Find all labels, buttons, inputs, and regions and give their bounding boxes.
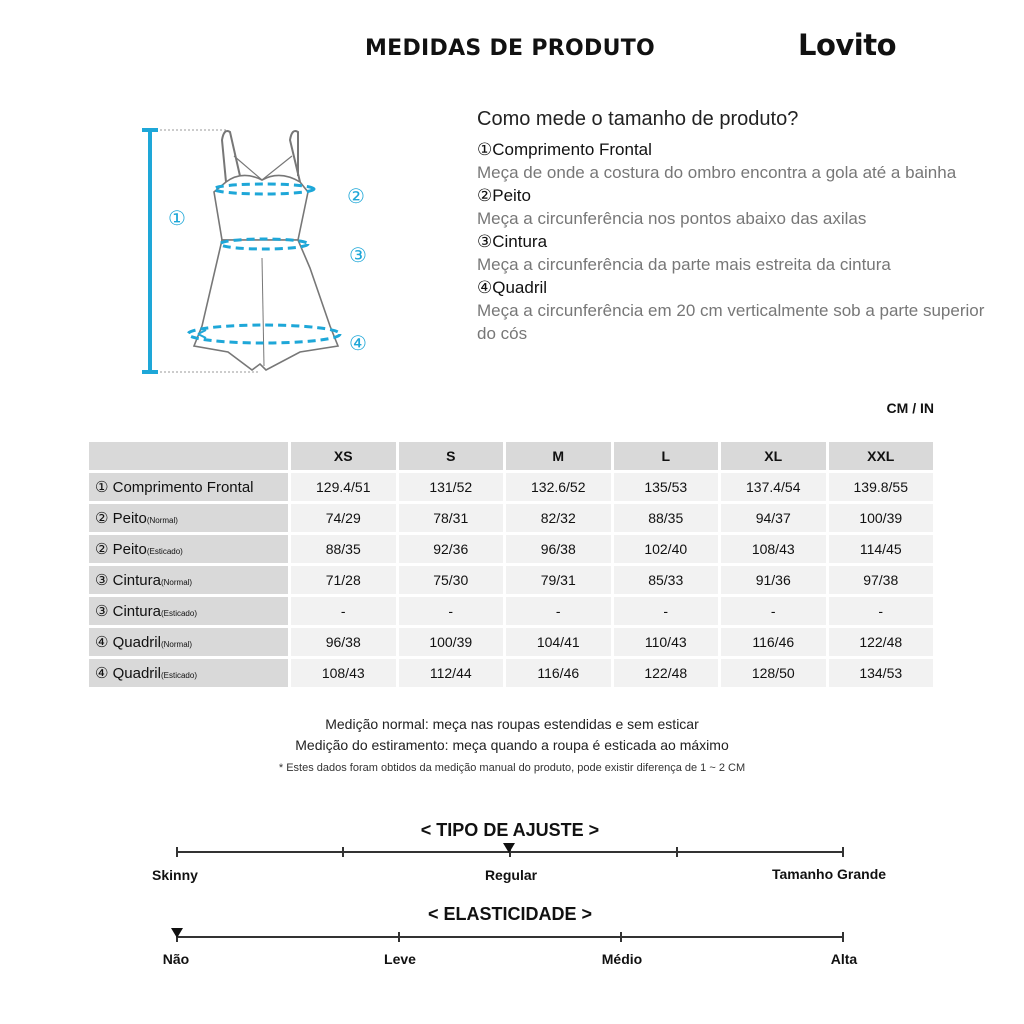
fit-scale — [176, 847, 844, 859]
table-corner — [89, 442, 288, 470]
brand-logo: Lovito — [798, 28, 897, 62]
table-cell: 116/46 — [506, 659, 611, 687]
table-cell: 114/45 — [829, 535, 934, 563]
table-cell: 88/35 — [614, 504, 719, 532]
table-cell: - — [506, 597, 611, 625]
fit-tick — [842, 847, 844, 857]
guide-item-desc: Meça a circunferência da parte mais estreita da cintura — [477, 255, 891, 274]
guide-item-desc: Meça a circunferência em 20 cm verticalmente sob a parte superior do cós — [477, 301, 985, 343]
row-label: ① Comprimento Frontal — [95, 479, 254, 496]
fit-selected-marker — [503, 843, 515, 853]
elasticity-selected-marker — [171, 928, 183, 938]
row-label: ② Peito — [95, 510, 147, 527]
guide-item — [477, 138, 997, 184]
table-row — [89, 628, 933, 656]
table-cell: 122/48 — [829, 628, 934, 656]
table-cell: 135/53 — [614, 473, 719, 501]
guide-item-title: ④Quadril — [477, 278, 548, 297]
table-row — [89, 597, 933, 625]
table-cell: 116/46 — [721, 628, 826, 656]
size-header: M — [506, 442, 611, 470]
row-sublabel: (Esticado) — [146, 547, 183, 556]
guide-item-desc: Meça a circunferência nos pontos abaixo das axilas — [477, 209, 867, 228]
table-cell: 137.4/54 — [721, 473, 826, 501]
table-cell: 100/39 — [399, 628, 504, 656]
fit-tick — [342, 847, 344, 857]
row-header — [89, 597, 288, 625]
table-cell: 85/33 — [614, 566, 719, 594]
size-header: L — [614, 442, 719, 470]
table-cell: 104/41 — [506, 628, 611, 656]
guide-item-title: ②Peito — [477, 186, 531, 205]
elasticity-label-medium: Médio — [601, 951, 643, 967]
note-disclaimer: * Estes dados foram obtidos da medição manual do produto, pode existir diferença de 1 ~ 2 CM — [278, 762, 746, 774]
table-cell: - — [291, 597, 396, 625]
guide-item — [477, 230, 997, 276]
row-label: ④ Quadril — [95, 634, 161, 651]
row-sublabel: (Esticado) — [160, 671, 197, 680]
table-cell: 94/37 — [721, 504, 826, 532]
guide-item-title: ①Comprimento Frontal — [477, 140, 652, 159]
page-title: MEDIDAS DE PRODUTO — [364, 36, 656, 61]
measuring-guide — [477, 108, 997, 345]
note-normal: Medição normal: meça nas roupas estendidas e sem esticar — [325, 716, 699, 732]
table-cell: 82/32 — [506, 504, 611, 532]
table-cell: 97/38 — [829, 566, 934, 594]
row-header — [89, 535, 288, 563]
elasticity-scale — [176, 932, 844, 944]
marker-4: ④ — [349, 331, 367, 355]
table-cell: 134/53 — [829, 659, 934, 687]
guide-item — [477, 184, 997, 230]
fit-tick — [676, 847, 678, 857]
row-sublabel: (Normal) — [146, 516, 178, 525]
table-cell: 100/39 — [829, 504, 934, 532]
elasticity-label-none: Não — [162, 951, 190, 967]
guide-item-desc: Meça de onde a costura do ombro encontra a gola até a bainha — [477, 163, 957, 182]
table-cell: - — [721, 597, 826, 625]
table-cell: 102/40 — [614, 535, 719, 563]
table-body — [89, 473, 933, 687]
table-cell: 79/31 — [506, 566, 611, 594]
table-cell: 108/43 — [721, 535, 826, 563]
table-header-row — [89, 442, 933, 470]
garment-diagram — [130, 118, 390, 388]
marker-1: ① — [168, 206, 186, 230]
elasticity-tick — [620, 932, 622, 942]
note-stretch: Medição do estiramento: meça quando a roupa é esticada ao máximo — [295, 737, 729, 753]
guide-item — [477, 276, 997, 345]
table-cell: 74/29 — [291, 504, 396, 532]
measurement-notes — [0, 714, 1024, 774]
table-cell: 122/48 — [614, 659, 719, 687]
table-row — [89, 535, 933, 563]
row-label: ③ Cintura — [95, 572, 161, 589]
table-cell: - — [399, 597, 504, 625]
table-row — [89, 566, 933, 594]
row-label: ③ Cintura — [95, 603, 161, 620]
table-cell: 71/28 — [291, 566, 396, 594]
size-header: S — [399, 442, 504, 470]
row-label: ④ Quadril — [95, 665, 161, 682]
table-cell: 75/30 — [399, 566, 504, 594]
unit-label: CM / IN — [886, 400, 934, 416]
table-row — [89, 659, 933, 687]
elasticity-label-light: Leve — [384, 951, 416, 967]
size-header: XL — [721, 442, 826, 470]
table-cell: - — [829, 597, 934, 625]
row-header — [89, 566, 288, 594]
table-cell: 91/36 — [721, 566, 826, 594]
fit-tick — [176, 847, 178, 857]
table-cell: 131/52 — [399, 473, 504, 501]
elasticity-title: < ELASTICIDADE > — [427, 904, 593, 924]
table-cell: 129.4/51 — [291, 473, 396, 501]
fit-label-large: Tamanho Grande — [771, 866, 887, 882]
romper-illustration — [130, 118, 390, 388]
table-cell: 96/38 — [291, 628, 396, 656]
elasticity-tick — [842, 932, 844, 942]
row-sublabel: (Normal) — [160, 578, 193, 587]
elasticity-scale-line — [176, 936, 844, 938]
size-table — [86, 439, 936, 690]
guide-item-title: ③Cintura — [477, 232, 548, 251]
table-cell: 132.6/52 — [506, 473, 611, 501]
guide-question: Como mede o tamanho de produto? — [477, 108, 799, 130]
marker-2: ② — [347, 184, 365, 208]
table-cell: 110/43 — [614, 628, 719, 656]
table-cell: 92/36 — [399, 535, 504, 563]
table-cell: 108/43 — [291, 659, 396, 687]
elasticity-label-high: Alta — [830, 951, 858, 967]
row-header — [89, 504, 288, 532]
table-cell: - — [614, 597, 719, 625]
table-row — [89, 504, 933, 532]
table-cell: 78/31 — [399, 504, 504, 532]
fit-label-regular: Regular — [484, 867, 538, 883]
row-header — [89, 473, 288, 501]
elasticity-tick — [398, 932, 400, 942]
fit-title: < TIPO DE AJUSTE > — [420, 820, 600, 840]
table-cell: 88/35 — [291, 535, 396, 563]
table-cell: 96/38 — [506, 535, 611, 563]
marker-3: ③ — [349, 243, 367, 267]
table-cell: 139.8/55 — [829, 473, 934, 501]
size-header: XXL — [829, 442, 934, 470]
size-header: XS — [291, 442, 396, 470]
row-header — [89, 659, 288, 687]
table-cell: 128/50 — [721, 659, 826, 687]
row-sublabel: (Esticado) — [160, 609, 197, 618]
row-sublabel: (Normal) — [160, 640, 193, 649]
row-header — [89, 628, 288, 656]
row-label: ② Peito — [95, 541, 147, 558]
table-cell: 112/44 — [399, 659, 504, 687]
fit-label-skinny: Skinny — [152, 867, 198, 883]
table-row — [89, 473, 933, 501]
